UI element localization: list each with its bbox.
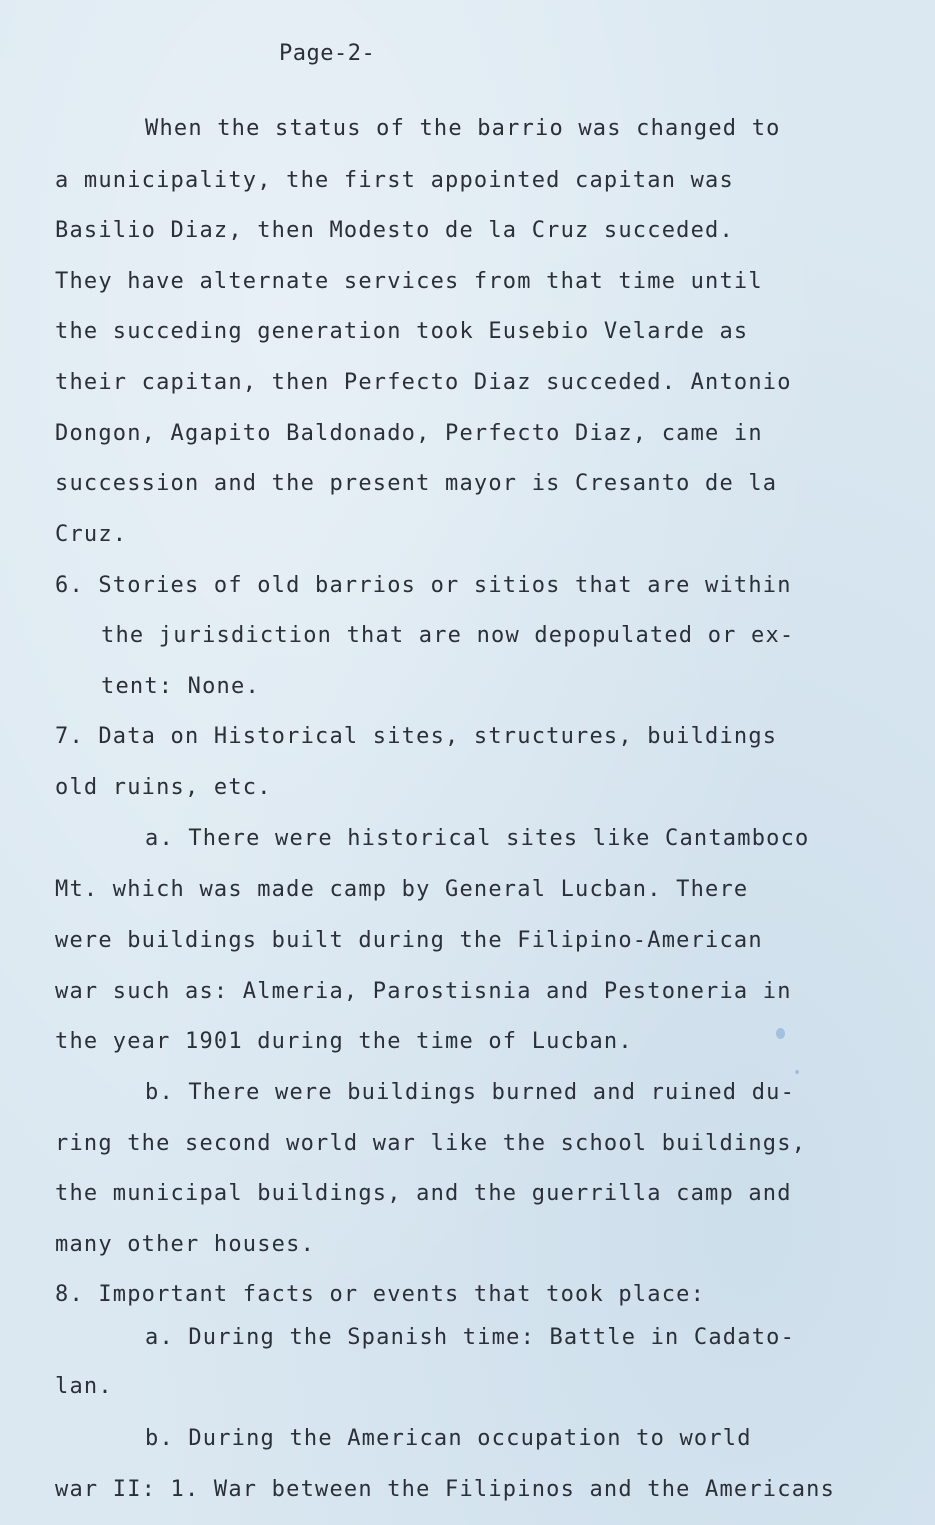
text-line: many other houses. (55, 1232, 316, 1257)
text-line: Dongon, Agapito Baldonado, Perfecto Diaz, came in (55, 421, 763, 446)
text-line: b. There were buildings burned and ruined du- (145, 1080, 796, 1105)
text-line: old ruins, etc. (55, 775, 272, 800)
text-line: the succeding generation took Eusebio Velarde as (55, 319, 749, 344)
ink-blot (795, 1070, 799, 1074)
text-line: Basilio Diaz, then Modesto de la Cruz succeded. (55, 218, 734, 243)
text-line: succession and the present mayor is Cresanto de la (55, 471, 778, 496)
section-item-7: 7. Data on Historical sites, structures, buildings (55, 724, 778, 749)
page-header: Page-2- (279, 41, 376, 66)
ink-blot (776, 1028, 785, 1039)
text-line: the jurisdiction that are now depopulated or ex- (101, 623, 795, 648)
text-line: a municipality, the first appointed capitan was (55, 168, 734, 193)
text-line: were buildings built during the Filipino-American (55, 928, 763, 953)
text-line: the municipal buildings, and the guerrilla camp and (55, 1181, 792, 1206)
text-line: Cruz. (55, 522, 128, 547)
text-line: war such as: Almeria, Parostisnia and Pestoneria in (55, 979, 792, 1004)
text-line: b. During the American occupation to world (145, 1426, 752, 1451)
text-line: Mt. which was made camp by General Lucban. There (55, 877, 749, 902)
section-item-6: 6. Stories of old barrios or sitios that are within (55, 573, 792, 598)
text-line: war II: 1. War between the Filipinos and the Americans (55, 1477, 836, 1502)
text-line: When the status of the barrio was changed to (145, 116, 781, 141)
text-line: their capitan, then Perfecto Diaz succeded. Antonio (55, 370, 792, 395)
section-item-8: 8. Important facts or events that took place: (55, 1282, 706, 1307)
text-line: the year 1901 during the time of Lucban. (55, 1029, 633, 1054)
text-line: a. There were historical sites like Cantamboco (145, 826, 810, 851)
text-line: a. During the Spanish time: Battle in Cadato- (145, 1325, 796, 1350)
text-line: They have alternate services from that time until (55, 269, 763, 294)
text-line: tent: None. (101, 674, 260, 699)
text-line: lan. (55, 1374, 113, 1399)
text-line: ring the second world war like the school buildings, (55, 1131, 807, 1156)
